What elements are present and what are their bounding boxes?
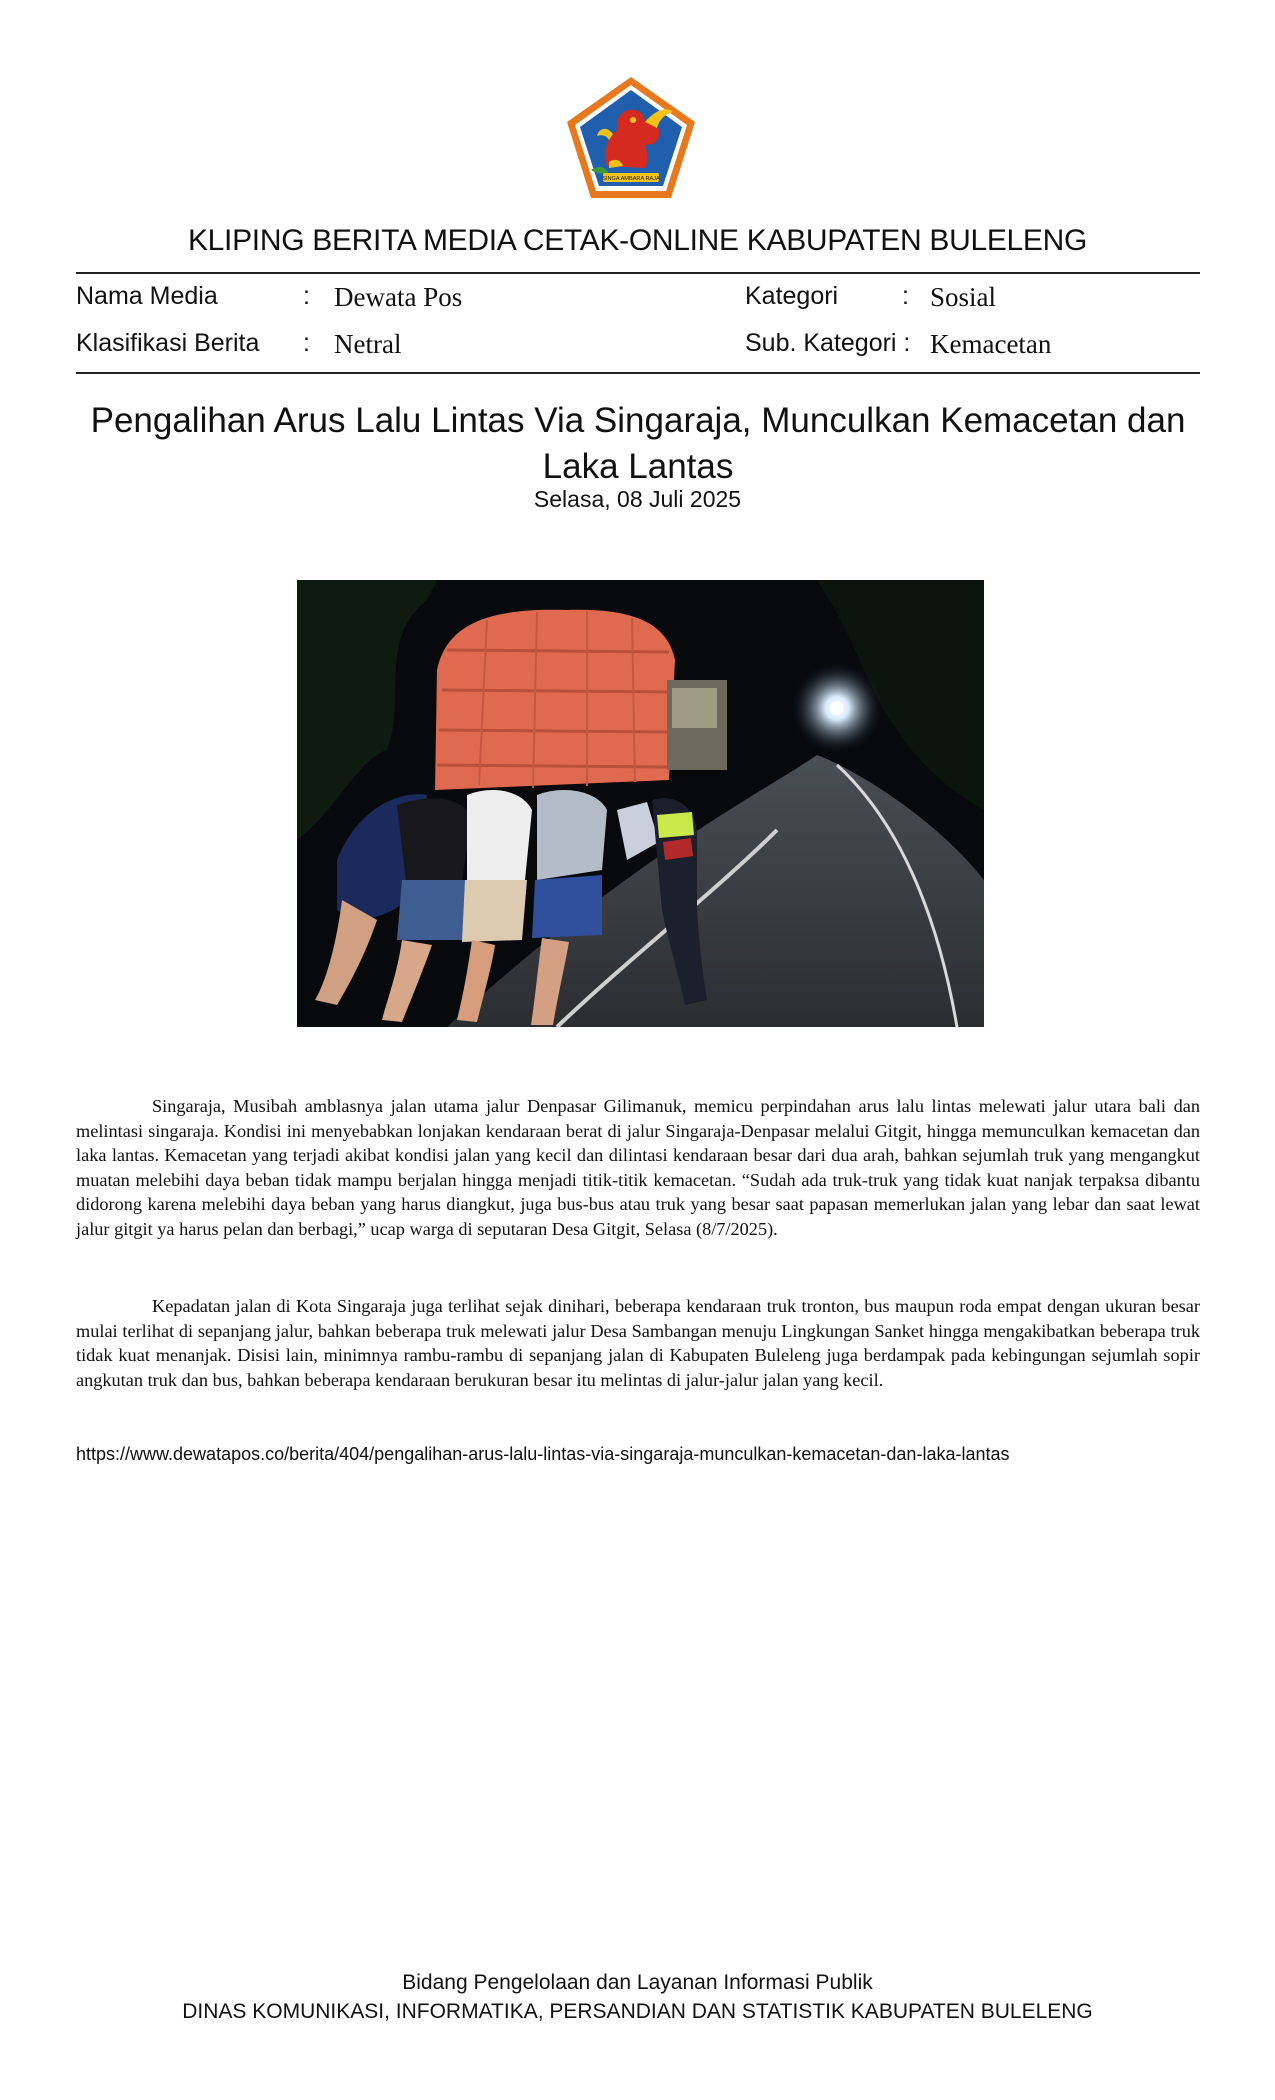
article-title: Pengalihan Arus Lalu Lintas Via Singaraja, Munculkan Kemacetan dan Laka Lantas — [90, 401, 1186, 486]
news-classification-separator: : — [303, 329, 310, 357]
media-name-label: Nama Media — [76, 282, 218, 310]
media-name-value: Dewata Pos — [334, 282, 463, 312]
header-divider-top — [76, 272, 1200, 274]
article-paragraph-2: Kepadatan jalan di Kota Singaraja juga terlihat sejak dinihari, beberapa kendaraan truk tronton, bus maupun roda empat dengan ukuran besar mulai terlihat di sepanjang jalur, bahkan beberapa truk melewati jalur Desa Sambangan menuju Lingkungan Sanket hingga mengakibatkan beberapa truk tidak kuat menanjak. Disisi lain, minimnya rambu-rambu di sepanjang jalan di Kabupaten Buleleng juga berdampak pada kebingungan sejumlah sopir angkutan truk dan bus, bahkan beberapa kendaraan berukuran besar itu melintas di jalur-jalur jalan yang kecil. — [76, 1296, 1200, 1390]
category-value: Sosial — [930, 282, 997, 312]
category-separator: : — [902, 282, 909, 310]
clipping-header-title: KLIPING BERITA MEDIA CETAK-ONLINE KABUPATEN BULELENG — [187, 224, 1088, 257]
news-classification-label: Klasifikasi Berita — [76, 329, 260, 357]
logo-motto: SINGA AMBARA RAJA — [602, 176, 660, 182]
subcategory-label: Sub. Kategori : — [745, 329, 911, 357]
article-source-link[interactable]: https://www.dewatapos.co/berita/404/pengalihan-arus-lalu-lintas-via-singaraja-munculkan-kemacetan-dan-laka-lantas — [76, 1444, 1010, 1464]
header-divider-bottom — [76, 372, 1200, 374]
category-label: Kategori — [745, 282, 839, 310]
news-photo — [297, 580, 984, 1027]
article-date: Selasa, 08 Juli 2025 — [533, 486, 742, 512]
footer-division-name: Bidang Pengelolaan dan Layanan Informasi Publik — [402, 1971, 873, 1994]
media-name-separator: : — [303, 282, 310, 310]
footer-agency-name: DINAS KOMUNIKASI, INFORMATIKA, PERSANDIAN DAN STATISTIK KABUPATEN BULELENG — [182, 2000, 1093, 2023]
buleleng-regency-emblem-icon — [563, 74, 699, 202]
article-paragraph-1: Singaraja, Musibah amblasnya jalan utama jalur Denpasar Gilimanuk, memicu perpindahan arus lalu lintas melewati jalur utara bali dan melintasi singaraja. Kondisi ini menyebabkan lonjakan kendaraan berat di jalur Singaraja-Denpasar melalui Gitgit, hingga memunculkan kemacetan dan laka lantas. Kemacetan yang terjadi akibat kondisi jalan yang kecil dan dilintasi kendaraan besar dari dua arah, bahkan sejumlah truk yang mengangkut muatan melebihi daya beban tidak mampu berjalan hingga menjadi titik-titik kemacetan. “Sudah ada truk-truk yang tidak kuat nanjak terpaksa dibantu didorong karena melebihi daya beban yang harus diangkut, juga bus-bus atau truk yang besar saat papasan memerlukan jalan yang lebar dan saat lewat jalur gitgit ya harus pelan dan berbagi,” ucap warga di seputaran Desa Gitgit, Selasa (8/7/2025). — [76, 1096, 1200, 1239]
subcategory-value: Kemacetan — [930, 329, 1052, 359]
news-classification-value: Netral — [334, 329, 402, 359]
